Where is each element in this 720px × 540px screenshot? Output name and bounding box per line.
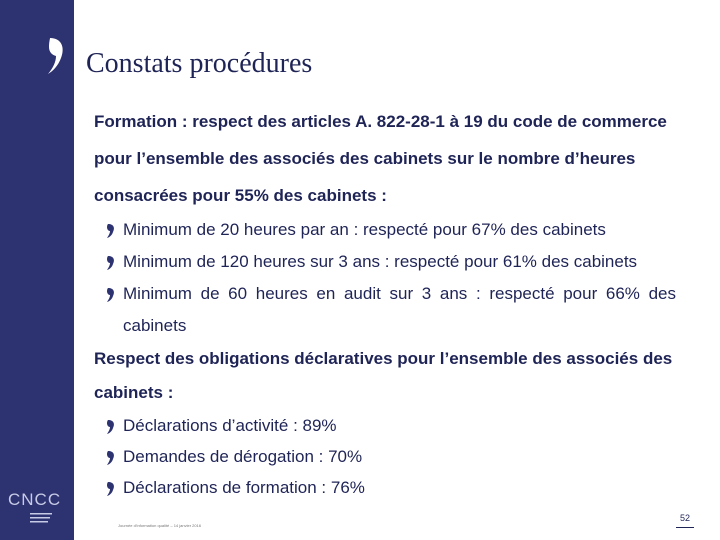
- slide-body: [94, 103, 676, 503]
- comma-bullet-icon: [106, 450, 116, 466]
- footer-note: Journée d'information qualité – 14 janvier 2016: [118, 523, 202, 528]
- list-item: [94, 410, 676, 441]
- comma-bullet-icon: [106, 223, 116, 239]
- slide-title: Constats procédures: [86, 48, 313, 79]
- list-item-text: Demandes de dérogation : 70%: [123, 447, 363, 466]
- declaration-intro: Respect des obligations déclaratives pour l’ensemble des associés des cabinets :: [94, 349, 673, 402]
- comma-bullet-icon: [106, 255, 116, 271]
- list-item-text: Déclarations d’activité : 89%: [123, 416, 337, 435]
- list-item-text: Minimum de 20 heures par an : respecté pour 67% des cabinets: [123, 220, 606, 239]
- page-number-rule: [676, 527, 694, 528]
- logo-subtitle-lines: [8, 512, 54, 526]
- list-item-text: Minimum de 120 heures sur 3 ans : respecté pour 61% des cabinets: [123, 252, 638, 271]
- sidebar-band: [0, 0, 74, 540]
- cncc-logo: [8, 490, 61, 531]
- list-item-text: Déclarations de formation : 76%: [123, 478, 365, 497]
- list-item-text: Minimum de 60 heures en audit sur 3 ans : respecté pour 66% des cabinets: [123, 284, 676, 335]
- list-item: [94, 278, 676, 342]
- page-number: 52: [680, 513, 691, 523]
- list-item: [94, 246, 676, 278]
- comma-bullet-icon: [106, 287, 116, 303]
- list-item: [94, 214, 676, 246]
- list-item: [94, 472, 676, 503]
- comma-mark-icon: [46, 36, 68, 76]
- logo-text: CNCC: [8, 490, 62, 509]
- comma-bullet-icon: [106, 481, 116, 497]
- comma-bullet-icon: [106, 419, 116, 435]
- formation-intro: Formation : respect des articles A. 822-28-1 à 19 du code de commerce pour l’ensemble des associés des cabinets sur le nombre d’heures consacrées pour 55% des cabinets :: [94, 112, 667, 205]
- list-item: [94, 441, 676, 472]
